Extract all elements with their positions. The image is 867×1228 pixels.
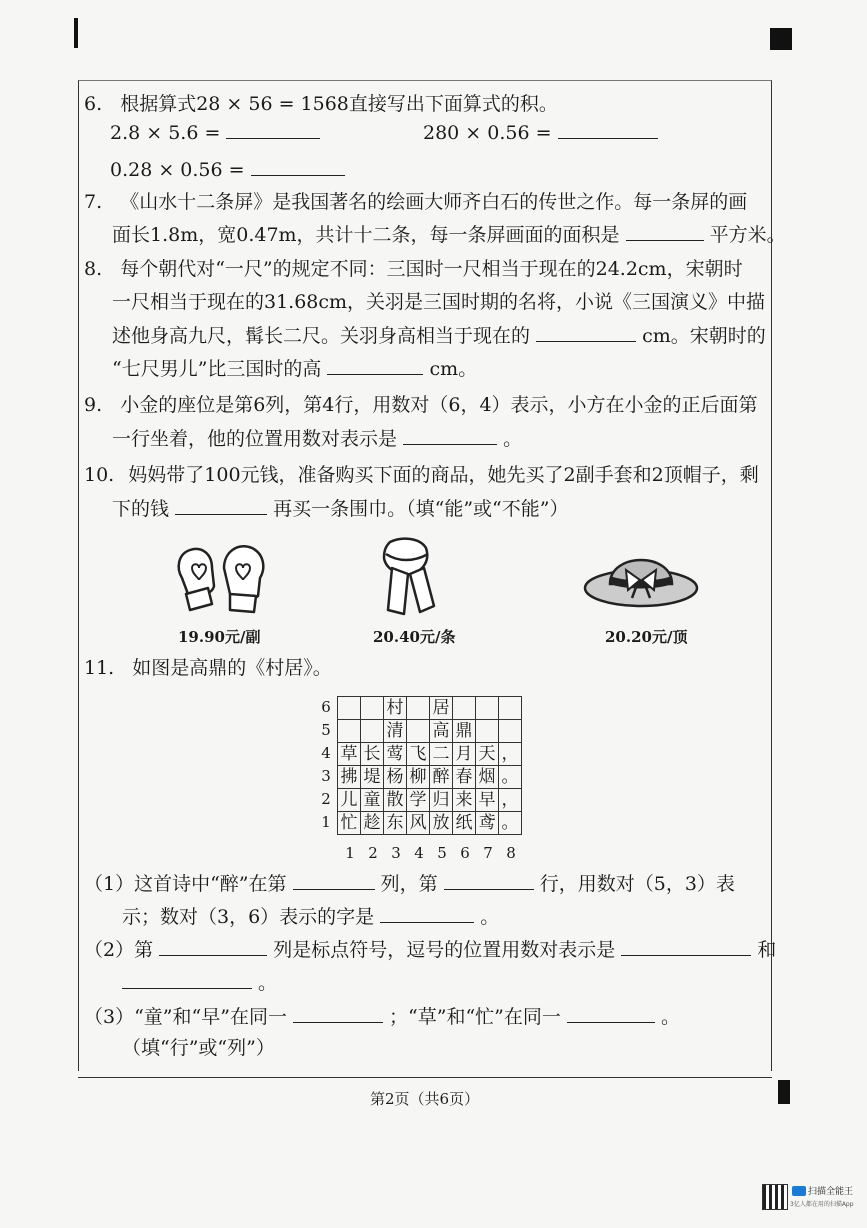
q7-line2-a: 面长1.8m，宽0.47m，共计十二条，每一条屏画面的面积是 <box>112 224 620 246</box>
grid-row-label: 2 <box>321 790 331 808</box>
q10-label: 10. <box>84 464 115 486</box>
grid-cell: ， <box>499 789 522 812</box>
hat-icon <box>582 538 700 610</box>
q11-p3-blank-1[interactable] <box>293 1004 383 1023</box>
grid-row-label: 3 <box>321 767 331 785</box>
q11-part2-line2 <box>122 970 277 995</box>
q8-line4-b: cm。 <box>429 358 478 380</box>
q11-p1-char-blank[interactable] <box>380 904 474 923</box>
q11-line1 <box>84 656 332 680</box>
q7-line1-text: 《山水十二条屏》是我国著名的绘画大师齐白石的传世之作。每一条屏的画 <box>120 191 748 213</box>
q11-part3-line2: （填“行”或“列”） <box>122 1037 275 1059</box>
q6-expr-a-text: 2.8 × 5.6 = <box>110 122 221 144</box>
q7-line2-b: 平方米。 <box>709 224 786 246</box>
mittens-price: 19.90元/副 <box>178 628 261 646</box>
grid-cell: 纸 <box>453 812 476 835</box>
grid-cell: 学 <box>407 789 430 812</box>
q9-answer-blank[interactable] <box>403 426 497 445</box>
q11-stem: 如图是高鼎的《村居》。 <box>132 657 332 679</box>
scarf-price: 20.40元/条 <box>373 628 456 646</box>
registration-mark-top-left <box>74 18 78 48</box>
grid-cell: 二 <box>430 743 453 766</box>
grid-cell: 杨 <box>384 766 407 789</box>
q6-answer-c-blank[interactable] <box>251 157 345 176</box>
grid-cell: 忙 <box>338 812 361 835</box>
grid-cell: 散 <box>384 789 407 812</box>
q10-line2 <box>112 496 568 521</box>
grid-cell <box>476 720 499 743</box>
bottom-rule <box>78 1077 772 1078</box>
q10-line1 <box>84 463 759 487</box>
grid-cell: 春 <box>453 766 476 789</box>
q11-p1-e: 。 <box>480 906 500 928</box>
q6-answer-b-blank[interactable] <box>558 120 658 139</box>
q9-line2-b: 。 <box>503 428 523 450</box>
scanner-subtitle: 3亿人都在用的扫描App <box>790 1201 854 1208</box>
grid-cell: 儿 <box>338 789 361 812</box>
registration-mark-bottom-right <box>778 1080 790 1104</box>
q11-p1-row-blank[interactable] <box>444 871 534 890</box>
q7-line2 <box>112 222 786 247</box>
grid-cell: 归 <box>430 789 453 812</box>
q11-p1-column-blank[interactable] <box>293 871 375 890</box>
grid-cell: 拂 <box>338 766 361 789</box>
q11-p1-a: （1）这首诗中“醉”在第 <box>84 873 287 895</box>
grid-cell: 来 <box>453 789 476 812</box>
q11-p3-a: （3）“童”和“早”在同一 <box>84 1006 287 1028</box>
grid-column-label: 7 <box>483 844 493 862</box>
grid-cell: 长 <box>361 743 384 766</box>
grid-cell: 。 <box>499 812 522 835</box>
q10-line1-text: 妈妈带了100元钱，准备购买下面的商品，她先买了2副手套和2顶帽子，剩 <box>128 464 759 486</box>
q11-p2-c: 和 <box>757 939 777 961</box>
hat-price: 20.20元/顶 <box>605 628 688 646</box>
grid-cell: 放 <box>430 812 453 835</box>
grid-cell: 莺 <box>384 743 407 766</box>
q11-part1-line2 <box>122 904 499 929</box>
q6-answer-a-blank[interactable] <box>226 120 320 139</box>
grid-cell <box>407 720 430 743</box>
q9-line2 <box>112 426 522 451</box>
grid-cell: 风 <box>407 812 430 835</box>
q9-label: 9. <box>84 394 103 416</box>
q8-answer-2-blank[interactable] <box>327 356 423 375</box>
grid-row <box>338 720 522 743</box>
grid-column-label: 8 <box>506 844 516 862</box>
grid-row <box>338 697 522 720</box>
q9-line1 <box>84 393 758 417</box>
registration-mark-top-right <box>770 28 792 50</box>
scanner-logo-icon <box>792 1186 806 1196</box>
grid-cell: 飞 <box>407 743 430 766</box>
grid-cell <box>338 697 361 720</box>
q9-line1-text: 小金的座位是第6列，第4行，用数对（6，4）表示，小方在小金的正后面第 <box>120 394 758 416</box>
q11-p3-b: ；“草”和“忙”在同一 <box>389 1006 561 1028</box>
q6-stem: 根据算式28 × 56 = 1568直接写出下面算式的积。 <box>120 93 558 115</box>
poem-grid <box>337 696 522 835</box>
q9-line2-a: 一行坐着，他的位置用数对表示是 <box>112 428 398 450</box>
scanner-name: 扫描全能王 <box>808 1187 854 1197</box>
q7-answer-blank[interactable] <box>626 222 704 241</box>
grid-cell <box>499 697 522 720</box>
grid-cell: 东 <box>384 812 407 835</box>
grid-row <box>338 766 522 789</box>
grid-column-label: 5 <box>437 844 447 862</box>
grid-cell: 趁 <box>361 812 384 835</box>
grid-cell <box>338 720 361 743</box>
grid-cell: ， <box>499 743 522 766</box>
q11-part3-line1 <box>84 1004 680 1029</box>
q11-p2-a: （2）第 <box>84 939 154 961</box>
q11-p3-blank-2[interactable] <box>567 1004 655 1023</box>
q6-expr-a <box>110 120 320 145</box>
grid-row-label: 5 <box>321 721 331 739</box>
qr-code-icon <box>762 1184 788 1210</box>
grid-row <box>338 743 522 766</box>
grid-cell: 柳 <box>407 766 430 789</box>
grid-cell: 高 <box>430 720 453 743</box>
q8-line3-a: 述他身高九尺，髯长二尺。关羽身高相当于现在的 <box>112 325 531 347</box>
grid-cell: 堤 <box>361 766 384 789</box>
grid-cell: 童 <box>361 789 384 812</box>
grid-cell: 村 <box>384 697 407 720</box>
grid-cell: 。 <box>499 766 522 789</box>
q11-part2-line1 <box>84 937 776 962</box>
q8-answer-1-blank[interactable] <box>536 323 636 342</box>
grid-cell: 居 <box>430 697 453 720</box>
grid-cell <box>407 697 430 720</box>
q8-line3-b: cm。宋朝时的 <box>642 325 766 347</box>
q6-expr-c-text: 0.28 × 0.56 = <box>110 159 245 181</box>
grid-cell: 早 <box>476 789 499 812</box>
grid-row-label: 4 <box>321 744 331 762</box>
grid-row <box>338 812 522 835</box>
grid-row-label: 1 <box>321 813 331 831</box>
grid-column-label: 6 <box>460 844 470 862</box>
q10-line2-a: 下的钱 <box>112 498 170 520</box>
q11-p3-c: 。 <box>661 1006 681 1028</box>
q8-line2: 一尺相当于现在的31.68cm，关羽是三国时期的名将，小说《三国演义》中描 <box>112 291 766 313</box>
grid-column-label: 1 <box>345 844 355 862</box>
q6-text <box>84 92 558 116</box>
grid-cell <box>476 697 499 720</box>
q11-p1-d: 示；数对（3，6）表示的字是 <box>122 906 375 928</box>
q7-line1 <box>84 190 747 214</box>
q11-p2-comma2-blank[interactable] <box>122 970 252 989</box>
q8-line1-text: 每个朝代对“一尺”的规定不同：三国时一尺相当于现在的24.2cm，宋朝时 <box>120 258 743 280</box>
grid-cell <box>361 697 384 720</box>
q11-label: 11. <box>84 657 115 679</box>
grid-cell: 月 <box>453 743 476 766</box>
grid-column-label: 4 <box>414 844 424 862</box>
grid-cell: 天 <box>476 743 499 766</box>
q11-p2-comma1-blank[interactable] <box>621 937 751 956</box>
grid-cell: 草 <box>338 743 361 766</box>
q11-p2-b: 列是标点符号，逗号的位置用数对表示是 <box>273 939 616 961</box>
mittens-icon <box>172 538 272 618</box>
grid-cell: 醉 <box>430 766 453 789</box>
q8-line3 <box>112 323 766 348</box>
q11-p2-d: 。 <box>258 972 278 994</box>
q11-p2-column-blank[interactable] <box>159 937 267 956</box>
grid-row-label: 6 <box>321 698 331 716</box>
grid-row <box>338 789 522 812</box>
q11-part1-line1 <box>84 871 735 896</box>
q6-expr-c <box>110 157 345 182</box>
grid-cell: 清 <box>384 720 407 743</box>
grid-cell: 鼎 <box>453 720 476 743</box>
q6-label: 6. <box>84 93 103 115</box>
q8-line4 <box>112 356 477 381</box>
q11-p1-c: 行，用数对（5，3）表 <box>539 873 735 895</box>
grid-cell: 鸢 <box>476 812 499 835</box>
q8-line4-a: “七尺男儿”比三国时的高 <box>112 358 322 380</box>
q8-label: 8. <box>84 258 103 280</box>
page-footer: 第2页（共6页） <box>370 1090 480 1108</box>
scarf-icon <box>372 534 442 618</box>
grid-cell <box>453 697 476 720</box>
q6-expr-b <box>423 120 658 145</box>
q6-expr-b-text: 280 × 0.56 = <box>423 122 552 144</box>
grid-cell: 烟 <box>476 766 499 789</box>
q10-line2-b: 再买一条围巾。（填“能”或“不能”） <box>273 498 569 520</box>
grid-column-label: 2 <box>368 844 378 862</box>
q11-p1-b: 列，第 <box>380 873 438 895</box>
q7-label: 7. <box>84 191 103 213</box>
grid-cell <box>499 720 522 743</box>
q10-answer-blank[interactable] <box>175 496 267 515</box>
q8-line1 <box>84 257 743 281</box>
grid-cell <box>361 720 384 743</box>
grid-column-label: 3 <box>391 844 401 862</box>
